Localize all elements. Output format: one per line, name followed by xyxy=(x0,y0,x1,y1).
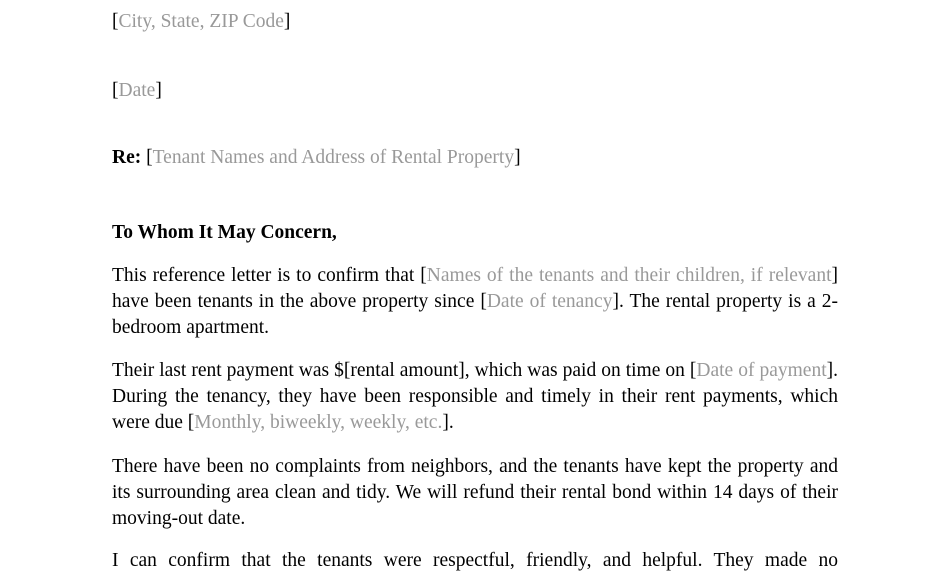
re-placeholder: Tenant Names and Address of Rental Property xyxy=(152,147,515,168)
paragraph-condition: There have been no complaints from neighbors, and the tenants have kept the property and its surrounding area clean and tidy. We will refund their rental bond within 14 days of their moving-out date. xyxy=(112,456,838,529)
paragraph-tenancy: This reference letter is to confirm that [Names of the tenants and their children, if relevant] have been tenants in the above property since [Date of tenancy]. The rental property is a 2-bedroom apartment. xyxy=(112,265,839,338)
re-line: Re: [Tenant Names and Address of Rental Property] xyxy=(112,147,521,168)
re-label: Re: xyxy=(112,147,142,168)
date-line: [Date] xyxy=(112,80,162,101)
city-placeholder: City, State, ZIP Code xyxy=(118,11,284,32)
paragraph-conduct: I can confirm that the tenants were respectful, friendly, and helpful. They made no xyxy=(112,550,838,571)
tenancy-date-placeholder: Date of tenancy xyxy=(486,291,613,312)
salutation: To Whom It May Concern, xyxy=(112,222,337,243)
city-state-zip-line: [City, State, ZIP Code] xyxy=(112,11,291,32)
paragraph-payment: Their last rent payment was $[rental amount], which was paid on time on [Date of payment]. During the tenancy, they have been responsible and timely in their rent payments, which were due [Monthly, biweekly, weekly, etc.]. xyxy=(112,360,838,433)
tenant-names-placeholder: Names of the tenants and their children, if relevant xyxy=(426,265,832,286)
payment-frequency-placeholder: Monthly, biweekly, weekly, etc. xyxy=(194,412,443,433)
payment-date-placeholder: Date of payment xyxy=(696,360,827,381)
date-placeholder: Date xyxy=(118,80,156,101)
